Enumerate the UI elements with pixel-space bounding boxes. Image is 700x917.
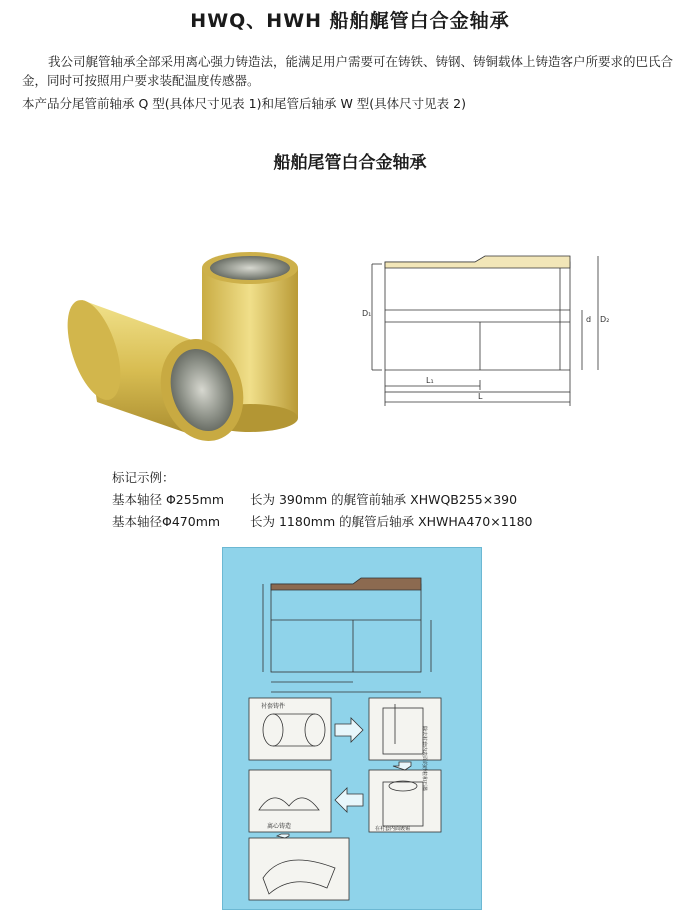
intro-paragraph: 我公司艉管轴承全部采用离心强力铸造法，能满足用户需要可在铸铁、铸钢、铸铜载体上铸造客户所要求的巴氏合金，同时可按照用户要求装配温度传感器。	[22, 54, 674, 88]
intro-paragraph-types: 本产品分尾管前轴承 Q 型(具体尺寸见表 1)和尾管后轴承 W 型(具体尺寸见表 2)	[22, 96, 466, 111]
dim-L1: L₁	[426, 376, 434, 385]
bearing-section-drawing	[360, 252, 610, 412]
process-label-tin: 在衬套内面镀锡	[375, 826, 411, 832]
example-diameter: 基本轴径Φ470mm	[112, 514, 221, 529]
example-row	[112, 512, 533, 530]
example-title: 标记示例：	[112, 470, 175, 485]
example-row	[112, 490, 517, 508]
example-desc: 长为 1180mm 的艉管后轴承 XHWHA470×1180	[250, 514, 533, 529]
process-label-centrifugal: 离心铸造	[267, 823, 292, 830]
bearing-photo	[62, 240, 322, 460]
process-label-remove: 除去衬套内表面的砂粒和石墨	[421, 726, 427, 792]
page-title: HWQ、HWH 船舶艉管白合金轴承	[190, 10, 510, 32]
dim-L: L	[478, 392, 483, 401]
example-diameter: 基本轴径 Φ255mm	[112, 492, 225, 507]
process-panel	[222, 547, 482, 910]
process-diagram	[223, 548, 481, 909]
dim-d: d	[586, 315, 592, 324]
example-desc: 长为 390mm 的艉管前轴承 XHWQB255×390	[250, 492, 518, 507]
process-label-liner: 衬套铸件	[261, 703, 286, 710]
dim-D1: D₁	[362, 309, 372, 318]
dim-D2: D₂	[600, 315, 610, 324]
section-subtitle: 船舶尾管白合金轴承	[273, 153, 427, 173]
